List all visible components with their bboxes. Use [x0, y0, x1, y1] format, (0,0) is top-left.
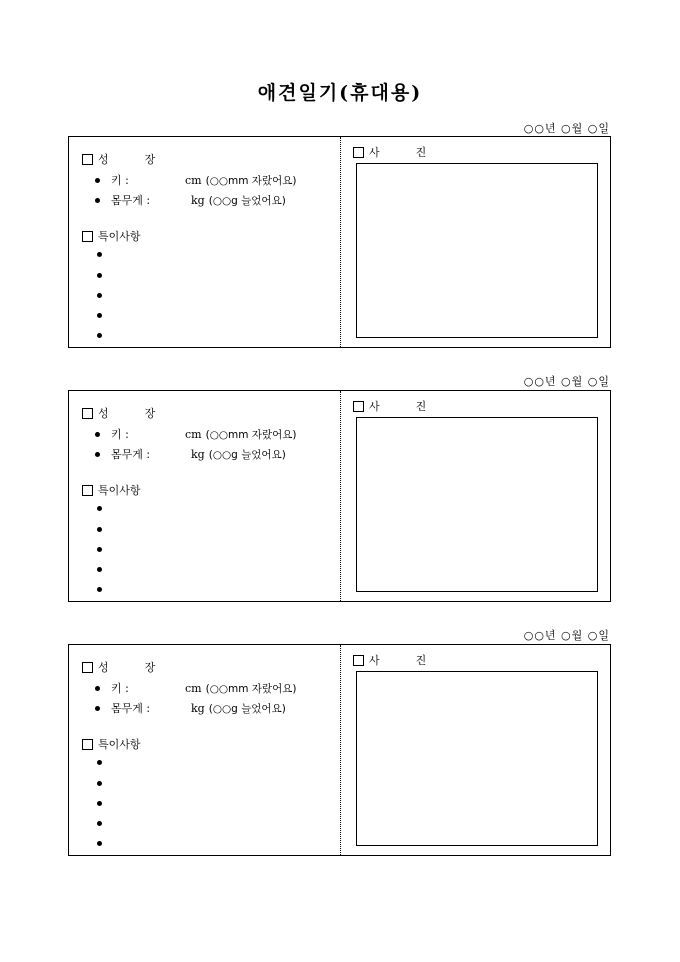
bullet-icon	[97, 821, 102, 826]
entry-date: ○○년 ○월 ○일	[523, 375, 610, 388]
bullet-icon	[95, 178, 100, 183]
bullet-icon	[97, 547, 102, 552]
diary-entry	[68, 390, 611, 602]
height-label: 키 :	[111, 682, 129, 695]
photo-section	[341, 391, 611, 601]
weight-note: (○○g 늘었어요)	[208, 702, 286, 715]
height-note: (○○mm 자랐어요)	[205, 174, 297, 187]
bullet-icon	[97, 313, 102, 318]
growth-section	[69, 645, 340, 855]
weight-note: (○○g 늘었어요)	[208, 194, 286, 207]
entry-date: ○○년 ○월 ○일	[523, 629, 610, 642]
height-row	[95, 426, 335, 442]
height-row	[95, 680, 335, 696]
growth-heading: 성 장	[82, 659, 155, 675]
bullet-icon	[97, 527, 102, 532]
checkbox-icon	[82, 154, 93, 165]
growth-heading: 성 장	[82, 405, 155, 421]
checkbox-icon	[353, 655, 364, 666]
weight-row	[95, 192, 335, 208]
bullet-icon	[95, 686, 100, 691]
photo-heading: 사 진	[353, 652, 426, 668]
diary-entry	[68, 644, 611, 856]
checkbox-icon	[353, 147, 364, 158]
height-row	[95, 172, 335, 188]
bullet-icon	[97, 252, 102, 257]
special-notes-heading: 특이사항	[82, 228, 141, 244]
weight-row	[95, 700, 335, 716]
special-notes-heading: 특이사항	[82, 736, 141, 752]
bullet-icon	[97, 760, 102, 765]
growth-section	[69, 391, 340, 601]
page-title: 애견일기(휴대용)	[257, 82, 423, 104]
bullet-icon	[97, 293, 102, 298]
entry-date: ○○년 ○월 ○일	[523, 122, 610, 135]
height-note: (○○mm 자랐어요)	[205, 428, 297, 441]
height-unit: cm	[185, 173, 202, 187]
bullet-icon	[97, 781, 102, 786]
bullet-icon	[97, 567, 102, 572]
photo-section	[341, 645, 611, 855]
checkbox-icon	[82, 739, 93, 750]
weight-row	[95, 446, 335, 462]
weight-label: 몸무게 :	[111, 194, 151, 207]
checkbox-icon	[82, 662, 93, 673]
height-unit: cm	[185, 427, 202, 441]
weight-unit: kg	[191, 193, 205, 207]
photo-heading: 사 진	[353, 398, 426, 414]
bullet-icon	[97, 506, 102, 511]
bullet-icon	[97, 587, 102, 592]
height-label: 키 :	[111, 174, 129, 187]
special-notes-heading: 특이사항	[82, 482, 141, 498]
checkbox-icon	[353, 401, 364, 412]
weight-label: 몸무게 :	[111, 702, 151, 715]
height-note: (○○mm 자랐어요)	[205, 682, 297, 695]
bullet-icon	[97, 273, 102, 278]
photo-frame[interactable]	[356, 163, 598, 338]
height-unit: cm	[185, 681, 202, 695]
bullet-icon	[95, 706, 100, 711]
photo-heading: 사 진	[353, 144, 426, 160]
bullet-icon	[97, 333, 102, 338]
weight-label: 몸무게 :	[111, 448, 151, 461]
weight-unit: kg	[191, 701, 205, 715]
growth-section	[69, 137, 340, 347]
checkbox-icon	[82, 408, 93, 419]
weight-unit: kg	[191, 447, 205, 461]
diary-entry	[68, 136, 611, 348]
photo-section	[341, 137, 611, 347]
bullet-icon	[97, 801, 102, 806]
photo-frame[interactable]	[356, 671, 598, 846]
height-label: 키 :	[111, 428, 129, 441]
bullet-icon	[95, 432, 100, 437]
growth-heading: 성 장	[82, 151, 155, 167]
bullet-icon	[95, 452, 100, 457]
bullet-icon	[97, 841, 102, 846]
weight-note: (○○g 늘었어요)	[208, 448, 286, 461]
checkbox-icon	[82, 485, 93, 496]
bullet-icon	[95, 198, 100, 203]
checkbox-icon	[82, 231, 93, 242]
photo-frame[interactable]	[356, 417, 598, 592]
